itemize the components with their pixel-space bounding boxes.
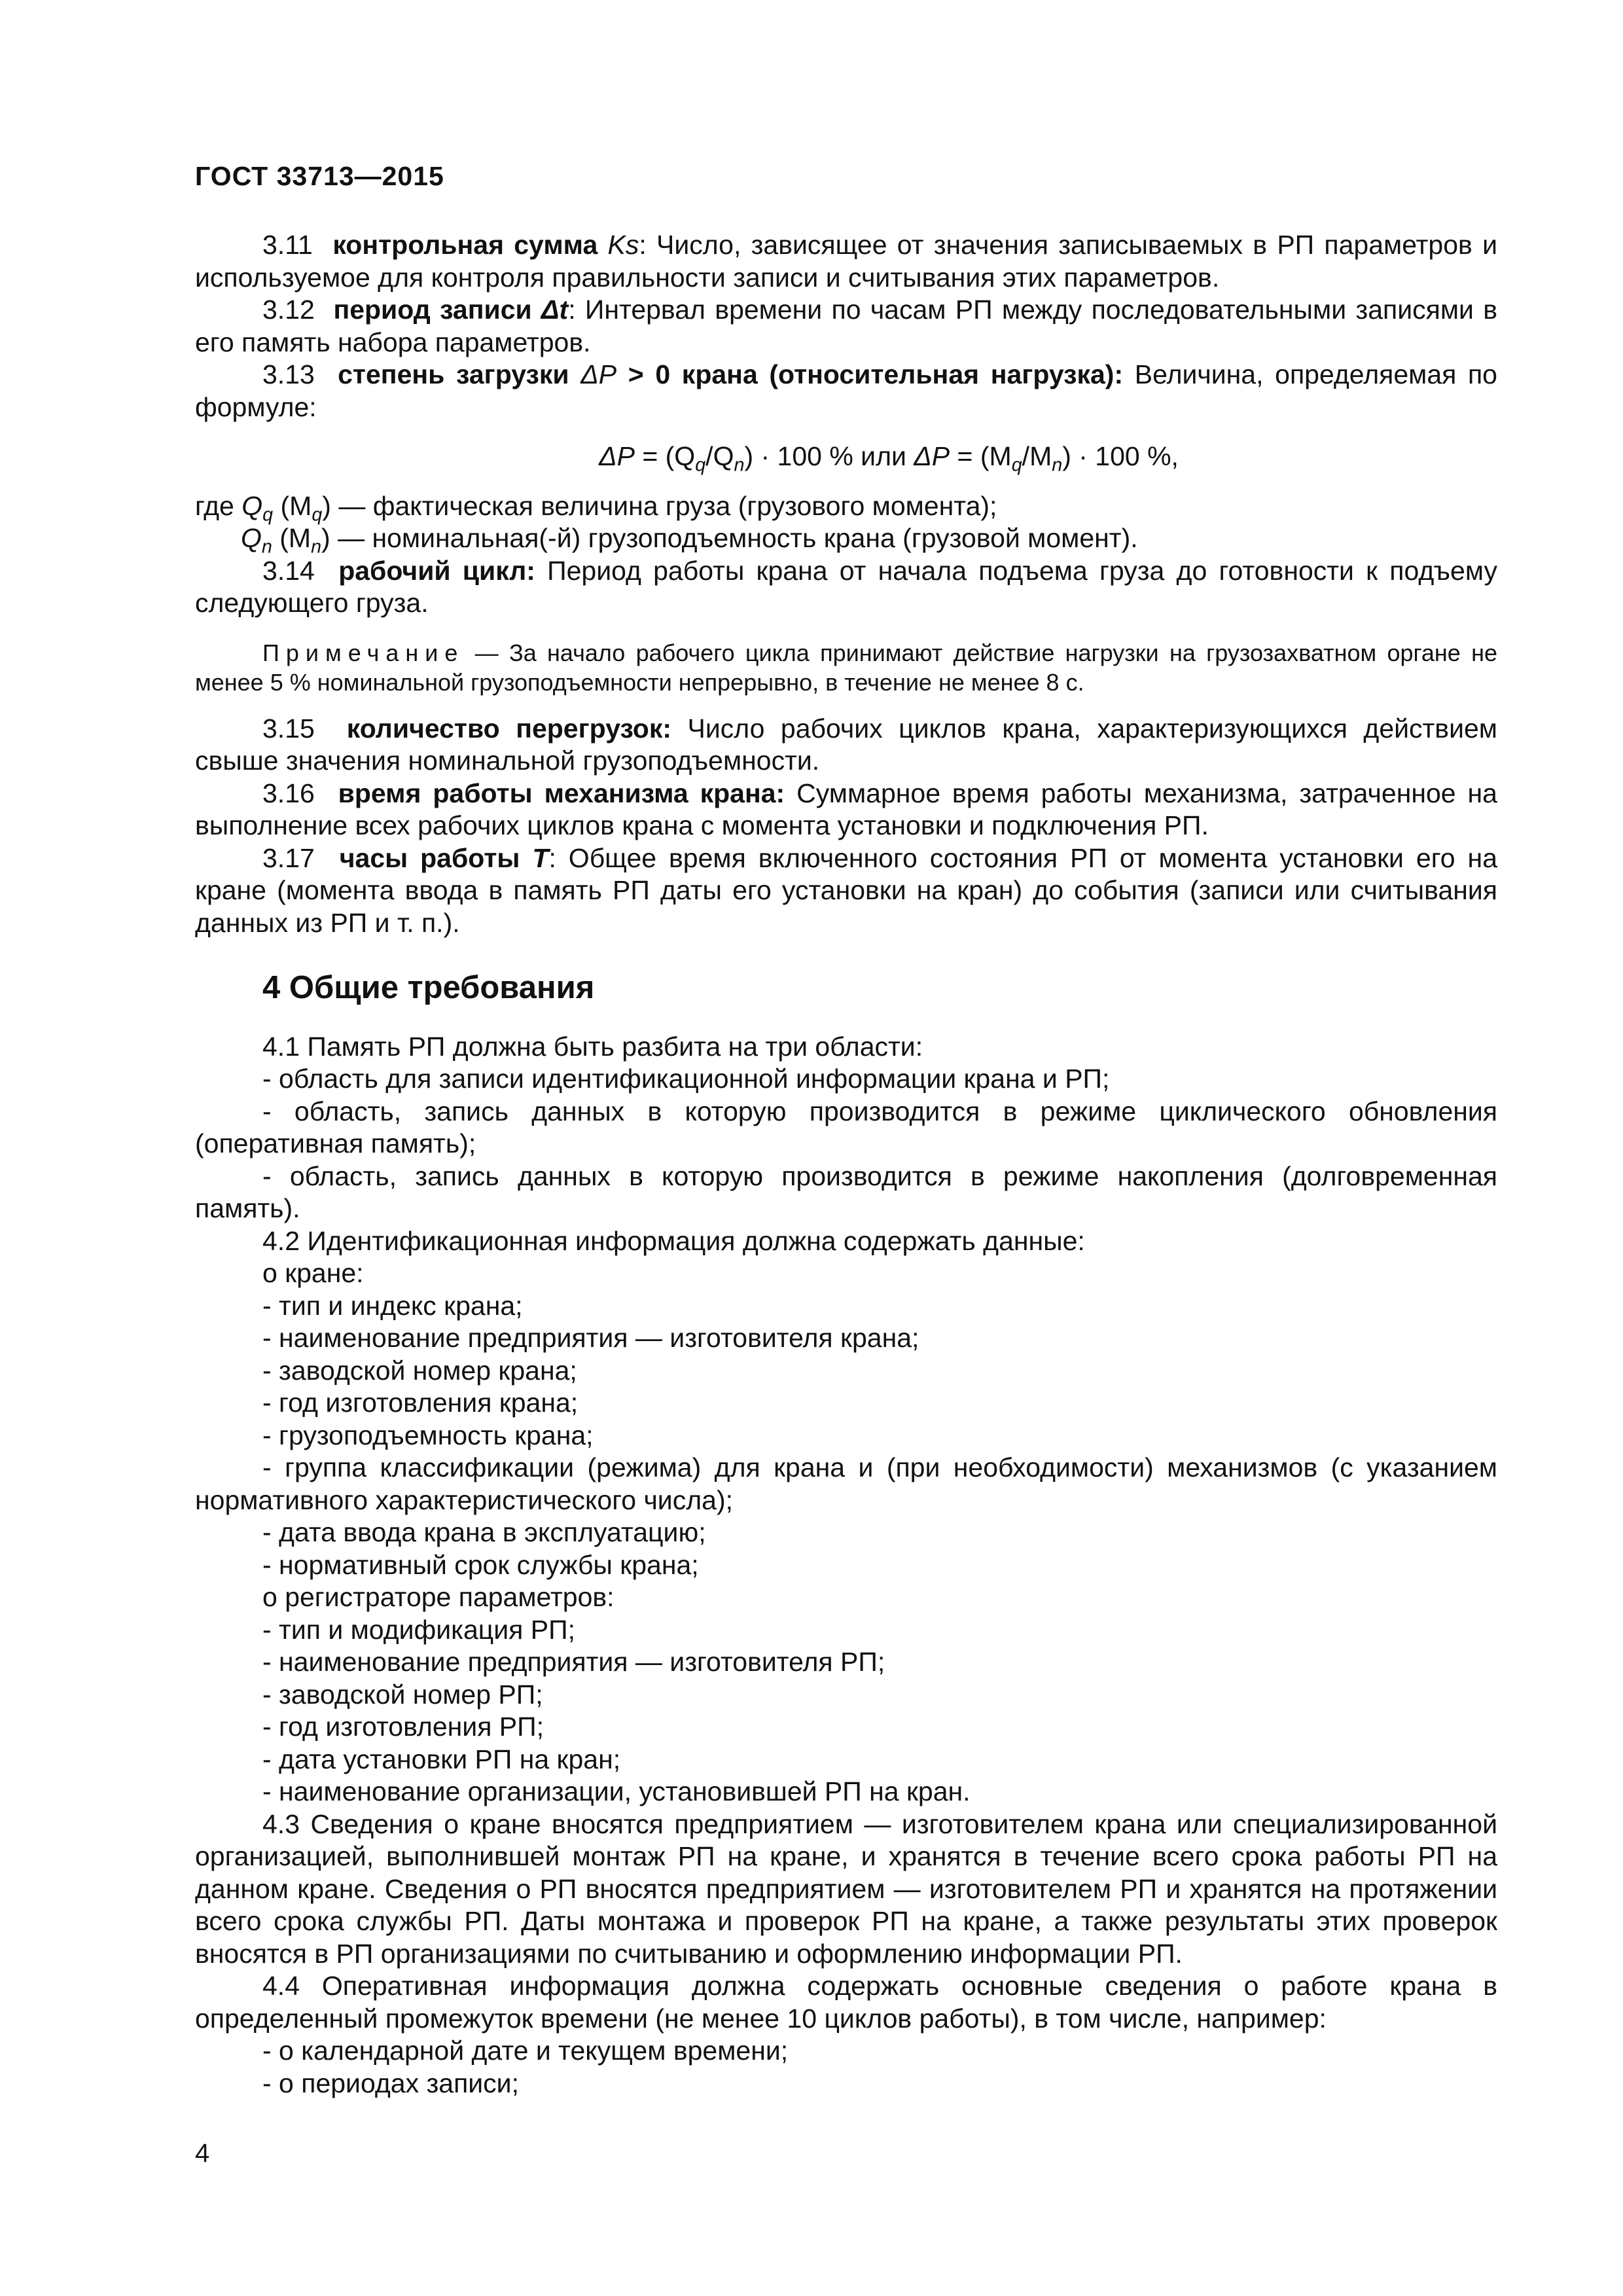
list-item: - нормативный срок службы крана; [262,1549,699,1580]
list-item: - год изготовления РП; [262,1712,544,1742]
definition-3-14: 3.14 рабочий цикл: Период работы крана от начала подъема груза до готовности к подъему следующего груза. [195,555,1497,618]
list-item: - о периодах записи; [262,2068,519,2098]
load-formula: $\Delta P = (Q_q/Q_n) \cdot 100$ % или $\Delta P = (M_q/M_n) \cdot 100$ %, [599,441,1179,476]
definition-3-12: 3.12 период записи Δt: Интервал времени по часам РП между последовательными записями в его память набора параметров. [195,295,1497,357]
document-header: ГОСТ 33713—2015 [195,161,444,191]
list-item: - год изготовления крана; [262,1388,579,1418]
crane-list [195,1290,1497,1582]
section-title: 4 Общие требования [262,970,595,1005]
definition-3-17: 3.17 часы работы T: Общее время включенного состояния РП от момента установки его на кране (момента ввода в память РП даты его установки на кран) до события (записи или считывания данных из РП и т. п.). [195,842,1497,938]
clause-4-4: 4.4 Оперативная информация должна содержать основные сведения о работе крана в определенный промежуток времени (не менее 10 циклов работы), в том числе, например: [195,1971,1497,2034]
note-label: Примечание [262,639,465,666]
list-item: - наименование предприятия — изготовителя РП; [262,1647,885,1677]
list-item: - группа классификации (режима) для крана и (при необходимости) механизмов (с указанием нормативного характеристического числа); [195,1452,1497,1515]
clause-4-1: 4.1 Память РП должна быть разбита на три области: [262,1031,923,1062]
list-item: - о календарной дате и текущем времени; [262,2036,789,2066]
term: часы работы [339,842,533,873]
list-item: - область, запись данных в которую производится в режиме накопления (долговременная память). [195,1160,1497,1223]
list-item: - дата установки РП на кран; [262,1744,621,1774]
definition-3-11: 3.11 контрольная сумма Ks: Число, зависящее от значения записываемых в РП параметров и используемое для контроля правильности записи и считывания этих параметров. [195,230,1497,293]
clause-4-3: 4.3 Сведения о кране вносятся предприятием — изготовителем крана или специализированной организацией, выполнившей монтаж РП на кране, и хранятся в течение всего срока работы РП на данном кране. Сведения о РП вносятся предприятием — изготовителем РП и хранятся на протяжении всего срока службы РП. Даты монтажа и проверок РП на кране, а также результаты этих проверок вносятся в РП организациями по считыванию и оформлению информации РП. [195,1808,1497,1969]
page-content [195,229,1497,2100]
list-item: - дата ввода крана в эксплуатацию; [262,1517,706,1547]
term: контрольная сумма [332,230,608,260]
crane-subheading: о кране: [262,1258,364,1288]
term: количество перегрузок: [346,713,672,744]
list-item: - тип и модификация РП; [262,1614,575,1645]
registrar-list [195,1614,1497,1808]
list-item: - наименование организации, установившей РП на кран. [262,1776,971,1806]
definition-3-13: 3.13 степень загрузки ΔP > 0 крана (относительная нагрузка): Величина, определяемая по формуле: [195,359,1497,422]
formula-where-2: $Q_n$ $(M_n)$ — номинальная(-й) грузоподъемность крана (грузовой момент). [241,523,1138,558]
term: рабочий цикл: [338,555,535,586]
list-item: - заводской номер крана; [262,1355,577,1386]
term: период записи [333,295,542,325]
list-item: - грузоподъемность крана; [262,1420,594,1450]
list-item: - область, запись данных в которую производится в режиме циклического обновления (оперативная память); [195,1096,1497,1158]
registrar-subheading: о регистраторе параметров: [262,1582,615,1612]
list-item: - наименование предприятия — изготовителя крана; [262,1323,919,1353]
term: время работы механизма крана: [338,778,785,808]
term: степень загрузки [338,359,581,389]
formula-where-1: где $Q_q$ $(M_q)$ — фактическая величина груза (грузового момента); [195,490,997,526]
clause-4-2: 4.2 Идентификационная информация должна содержать данные: [262,1225,1085,1256]
list-item: - область для записи идентификационной информации крана и РП; [262,1064,1110,1094]
definition-3-16: 3.16 время работы механизма крана: Суммарное время работы механизма, затраченное на выполнение всех рабочих циклов крана с момента установки и подключения РП. [195,778,1497,840]
note: Примечание — За начало рабочего цикла принимают действие нагрузки на грузозахватном органе не менее 5 % номинальной грузоподъемности непрерывно, в течение не менее 8 с. [195,639,1497,696]
list-item: - заводской номер РП; [262,1679,543,1710]
list-item: - тип и индекс крана; [262,1290,523,1321]
definition-3-15: 3.15 количество перегрузок: Число рабочих циклов крана, характеризующихся действием свыше значения номинальной грузоподъемности. [195,713,1497,776]
operative-list [195,2035,1497,2100]
page-number: 4 [195,2139,210,2168]
